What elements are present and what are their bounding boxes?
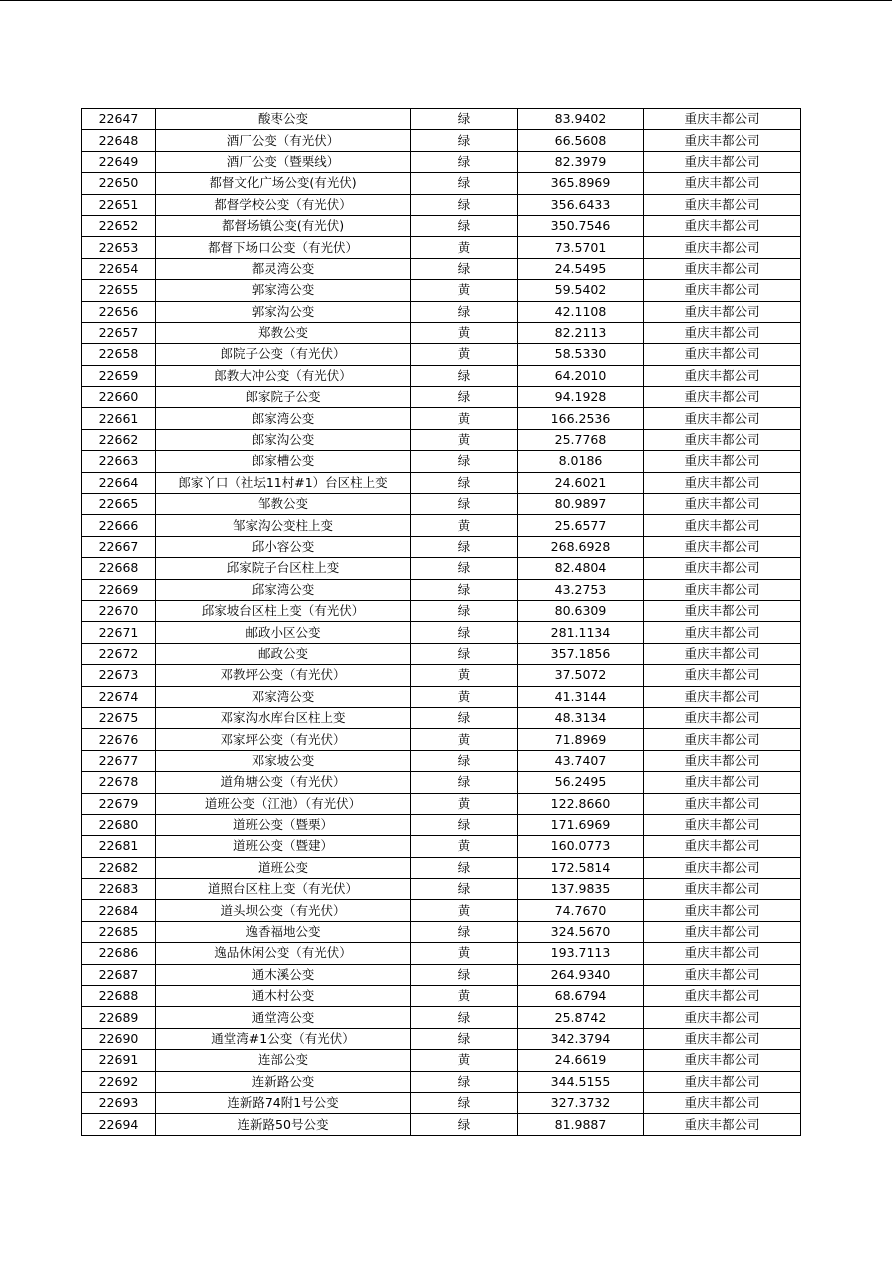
table-row (82, 686, 801, 707)
status-cell: 黄 (411, 900, 518, 921)
value-cell: 25.6577 (518, 515, 644, 536)
status-cell: 绿 (411, 194, 518, 215)
company-cell: 重庆丰都公司 (644, 322, 801, 343)
value-cell: 365.8969 (518, 173, 644, 194)
station-name-cell: 邮政公变 (156, 643, 411, 664)
station-name-cell: 郎家沟公变 (156, 429, 411, 450)
company-cell: 重庆丰都公司 (644, 943, 801, 964)
company-cell: 重庆丰都公司 (644, 686, 801, 707)
value-cell: 81.9887 (518, 1114, 644, 1135)
row-id-cell: 22647 (82, 109, 156, 130)
table-row (82, 1028, 801, 1049)
status-cell: 绿 (411, 109, 518, 130)
station-name-cell: 酒厂公变（暨栗线） (156, 151, 411, 172)
row-id-cell: 22684 (82, 900, 156, 921)
value-cell: 73.5701 (518, 237, 644, 258)
value-cell: 350.7546 (518, 215, 644, 236)
table-row (82, 943, 801, 964)
company-cell: 重庆丰都公司 (644, 1007, 801, 1028)
status-cell: 黄 (411, 515, 518, 536)
station-name-cell: 邓家坪公变（有光伏） (156, 729, 411, 750)
table-row (82, 515, 801, 536)
status-cell: 黄 (411, 665, 518, 686)
station-name-cell: 通堂湾公变 (156, 1007, 411, 1028)
company-cell: 重庆丰都公司 (644, 258, 801, 279)
row-id-cell: 22681 (82, 836, 156, 857)
table-row (82, 900, 801, 921)
table-row (82, 151, 801, 172)
station-name-cell: 通木溪公变 (156, 964, 411, 985)
station-name-cell: 郎家丫口（社坛11村#1）台区柱上变 (156, 472, 411, 493)
table-row (82, 814, 801, 835)
row-id-cell: 22672 (82, 643, 156, 664)
row-id-cell: 22654 (82, 258, 156, 279)
station-name-cell: 逸香福地公变 (156, 921, 411, 942)
company-cell: 重庆丰都公司 (644, 1050, 801, 1071)
station-name-cell: 郎院子公变（有光伏） (156, 344, 411, 365)
row-id-cell: 22662 (82, 429, 156, 450)
row-id-cell: 22682 (82, 857, 156, 878)
table-row (82, 622, 801, 643)
company-cell: 重庆丰都公司 (644, 451, 801, 472)
station-name-cell: 邓教坪公变（有光伏） (156, 665, 411, 686)
table-row (82, 1071, 801, 1092)
status-cell: 绿 (411, 814, 518, 835)
table-row (82, 793, 801, 814)
table-row (82, 986, 801, 1007)
station-name-cell: 郎家湾公变 (156, 408, 411, 429)
station-name-cell: 道角塘公变（有光伏） (156, 772, 411, 793)
status-cell: 黄 (411, 686, 518, 707)
station-name-cell: 通木村公变 (156, 986, 411, 1007)
station-name-cell: 郑教公变 (156, 322, 411, 343)
table-row (82, 1092, 801, 1113)
table-row (82, 964, 801, 985)
company-cell: 重庆丰都公司 (644, 986, 801, 1007)
table-row (82, 600, 801, 621)
table-row (82, 301, 801, 322)
station-name-cell: 郎家槽公变 (156, 451, 411, 472)
status-cell: 绿 (411, 258, 518, 279)
station-name-cell: 酸枣公变 (156, 109, 411, 130)
table-row (82, 130, 801, 151)
row-id-cell: 22648 (82, 130, 156, 151)
table-row (82, 921, 801, 942)
status-cell: 黄 (411, 408, 518, 429)
station-name-cell: 邹家沟公变柱上变 (156, 515, 411, 536)
company-cell: 重庆丰都公司 (644, 772, 801, 793)
row-id-cell: 22671 (82, 622, 156, 643)
row-id-cell: 22650 (82, 173, 156, 194)
status-cell: 黄 (411, 322, 518, 343)
status-cell: 黄 (411, 344, 518, 365)
company-cell: 重庆丰都公司 (644, 665, 801, 686)
company-cell: 重庆丰都公司 (644, 814, 801, 835)
status-cell: 绿 (411, 857, 518, 878)
station-name-cell: 邓家湾公变 (156, 686, 411, 707)
value-cell: 327.3732 (518, 1092, 644, 1113)
value-cell: 41.3144 (518, 686, 644, 707)
table-row (82, 194, 801, 215)
value-cell: 42.1108 (518, 301, 644, 322)
row-id-cell: 22683 (82, 879, 156, 900)
station-name-cell: 邮政小区公变 (156, 622, 411, 643)
company-cell: 重庆丰都公司 (644, 151, 801, 172)
row-id-cell: 22669 (82, 579, 156, 600)
row-id-cell: 22657 (82, 322, 156, 343)
value-cell: 56.2495 (518, 772, 644, 793)
row-id-cell: 22693 (82, 1092, 156, 1113)
table-row (82, 344, 801, 365)
value-cell: 24.5495 (518, 258, 644, 279)
status-cell: 绿 (411, 1114, 518, 1135)
station-name-cell: 邹教公变 (156, 494, 411, 515)
company-cell: 重庆丰都公司 (644, 301, 801, 322)
row-id-cell: 22659 (82, 365, 156, 386)
company-cell: 重庆丰都公司 (644, 344, 801, 365)
company-cell: 重庆丰都公司 (644, 579, 801, 600)
status-cell: 黄 (411, 1050, 518, 1071)
table-row (82, 408, 801, 429)
table-row (82, 109, 801, 130)
station-name-cell: 邓家沟水库台区柱上变 (156, 707, 411, 728)
row-id-cell: 22688 (82, 986, 156, 1007)
company-cell: 重庆丰都公司 (644, 1092, 801, 1113)
status-cell: 绿 (411, 558, 518, 579)
table-row (82, 322, 801, 343)
station-name-cell: 郎教大冲公变（有光伏） (156, 365, 411, 386)
row-id-cell: 22691 (82, 1050, 156, 1071)
status-cell: 绿 (411, 536, 518, 557)
value-cell: 64.2010 (518, 365, 644, 386)
value-cell: 281.1134 (518, 622, 644, 643)
station-name-cell: 道班公变（暨建） (156, 836, 411, 857)
status-cell: 绿 (411, 1028, 518, 1049)
value-cell: 80.6309 (518, 600, 644, 621)
row-id-cell: 22656 (82, 301, 156, 322)
table-row (82, 1114, 801, 1135)
value-cell: 324.5670 (518, 921, 644, 942)
company-cell: 重庆丰都公司 (644, 494, 801, 515)
status-cell: 绿 (411, 750, 518, 771)
company-cell: 重庆丰都公司 (644, 964, 801, 985)
status-cell: 绿 (411, 173, 518, 194)
table-row (82, 665, 801, 686)
table-row (82, 365, 801, 386)
row-id-cell: 22658 (82, 344, 156, 365)
company-cell: 重庆丰都公司 (644, 130, 801, 151)
table-body (82, 109, 801, 1136)
table-row (82, 879, 801, 900)
table-row (82, 429, 801, 450)
company-cell: 重庆丰都公司 (644, 622, 801, 643)
company-cell: 重庆丰都公司 (644, 472, 801, 493)
table-row (82, 772, 801, 793)
station-name-cell: 都督场镇公变(有光伏) (156, 215, 411, 236)
value-cell: 8.0186 (518, 451, 644, 472)
table-row (82, 215, 801, 236)
station-name-cell: 道照台区柱上变（有光伏） (156, 879, 411, 900)
station-name-cell: 邱家湾公变 (156, 579, 411, 600)
value-cell: 166.2536 (518, 408, 644, 429)
table-row (82, 494, 801, 515)
station-name-cell: 郭家沟公变 (156, 301, 411, 322)
status-cell: 黄 (411, 943, 518, 964)
station-name-cell: 道班公变（暨栗） (156, 814, 411, 835)
value-cell: 48.3134 (518, 707, 644, 728)
company-cell: 重庆丰都公司 (644, 1028, 801, 1049)
row-id-cell: 22660 (82, 387, 156, 408)
station-name-cell: 邱家坡台区柱上变（有光伏） (156, 600, 411, 621)
row-id-cell: 22677 (82, 750, 156, 771)
row-id-cell: 22666 (82, 515, 156, 536)
status-cell: 绿 (411, 600, 518, 621)
company-cell: 重庆丰都公司 (644, 515, 801, 536)
row-id-cell: 22651 (82, 194, 156, 215)
station-name-cell: 邱小容公变 (156, 536, 411, 557)
station-name-cell: 都灵湾公变 (156, 258, 411, 279)
company-cell: 重庆丰都公司 (644, 173, 801, 194)
company-cell: 重庆丰都公司 (644, 387, 801, 408)
value-cell: 68.6794 (518, 986, 644, 1007)
company-cell: 重庆丰都公司 (644, 707, 801, 728)
value-cell: 83.9402 (518, 109, 644, 130)
value-cell: 160.0773 (518, 836, 644, 857)
row-id-cell: 22694 (82, 1114, 156, 1135)
station-name-cell: 郎家院子公变 (156, 387, 411, 408)
row-id-cell: 22678 (82, 772, 156, 793)
value-cell: 59.5402 (518, 280, 644, 301)
row-id-cell: 22661 (82, 408, 156, 429)
value-cell: 172.5814 (518, 857, 644, 878)
station-name-cell: 邓家坡公变 (156, 750, 411, 771)
table-row (82, 173, 801, 194)
company-cell: 重庆丰都公司 (644, 900, 801, 921)
company-cell: 重庆丰都公司 (644, 408, 801, 429)
company-cell: 重庆丰都公司 (644, 729, 801, 750)
row-id-cell: 22685 (82, 921, 156, 942)
value-cell: 357.1856 (518, 643, 644, 664)
table-row (82, 558, 801, 579)
status-cell: 绿 (411, 130, 518, 151)
row-id-cell: 22653 (82, 237, 156, 258)
value-cell: 82.4804 (518, 558, 644, 579)
value-cell: 43.2753 (518, 579, 644, 600)
row-id-cell: 22686 (82, 943, 156, 964)
station-name-cell: 道头坝公变（有光伏） (156, 900, 411, 921)
value-cell: 58.5330 (518, 344, 644, 365)
value-cell: 94.1928 (518, 387, 644, 408)
status-cell: 绿 (411, 365, 518, 386)
table-row (82, 836, 801, 857)
row-id-cell: 22692 (82, 1071, 156, 1092)
status-cell: 绿 (411, 494, 518, 515)
status-cell: 绿 (411, 472, 518, 493)
status-cell: 黄 (411, 429, 518, 450)
row-id-cell: 22655 (82, 280, 156, 301)
status-cell: 黄 (411, 729, 518, 750)
station-name-cell: 道班公变（江池）（有光伏） (156, 793, 411, 814)
company-cell: 重庆丰都公司 (644, 643, 801, 664)
status-cell: 黄 (411, 836, 518, 857)
table-row (82, 472, 801, 493)
row-id-cell: 22675 (82, 707, 156, 728)
value-cell: 71.8969 (518, 729, 644, 750)
table-row (82, 387, 801, 408)
table-row (82, 750, 801, 771)
company-cell: 重庆丰都公司 (644, 365, 801, 386)
table-row (82, 857, 801, 878)
station-name-cell: 连新路50号公变 (156, 1114, 411, 1135)
capacity-table (81, 108, 801, 1136)
company-cell: 重庆丰都公司 (644, 429, 801, 450)
status-cell: 黄 (411, 793, 518, 814)
company-cell: 重庆丰都公司 (644, 600, 801, 621)
company-cell: 重庆丰都公司 (644, 558, 801, 579)
table-row (82, 536, 801, 557)
table-row (82, 258, 801, 279)
station-name-cell: 郭家湾公变 (156, 280, 411, 301)
status-cell: 黄 (411, 986, 518, 1007)
company-cell: 重庆丰都公司 (644, 1114, 801, 1135)
company-cell: 重庆丰都公司 (644, 194, 801, 215)
station-name-cell: 道班公变 (156, 857, 411, 878)
row-id-cell: 22668 (82, 558, 156, 579)
table-row (82, 1007, 801, 1028)
row-id-cell: 22676 (82, 729, 156, 750)
row-id-cell: 22649 (82, 151, 156, 172)
row-id-cell: 22679 (82, 793, 156, 814)
value-cell: 80.9897 (518, 494, 644, 515)
row-id-cell: 22652 (82, 215, 156, 236)
company-cell: 重庆丰都公司 (644, 921, 801, 942)
value-cell: 122.8660 (518, 793, 644, 814)
station-name-cell: 酒厂公变（有光伏） (156, 130, 411, 151)
status-cell: 绿 (411, 1071, 518, 1092)
status-cell: 绿 (411, 1007, 518, 1028)
company-cell: 重庆丰都公司 (644, 215, 801, 236)
status-cell: 绿 (411, 964, 518, 985)
value-cell: 193.7113 (518, 943, 644, 964)
value-cell: 43.7407 (518, 750, 644, 771)
value-cell: 66.5608 (518, 130, 644, 151)
status-cell: 绿 (411, 451, 518, 472)
company-cell: 重庆丰都公司 (644, 109, 801, 130)
row-id-cell: 22670 (82, 600, 156, 621)
row-id-cell: 22664 (82, 472, 156, 493)
table-row (82, 729, 801, 750)
station-name-cell: 都督下场口公变（有光伏） (156, 237, 411, 258)
status-cell: 绿 (411, 879, 518, 900)
status-cell: 绿 (411, 579, 518, 600)
station-name-cell: 连新路74附1号公变 (156, 1092, 411, 1113)
value-cell: 24.6021 (518, 472, 644, 493)
company-cell: 重庆丰都公司 (644, 836, 801, 857)
station-name-cell: 都督文化广场公变(有光伏) (156, 173, 411, 194)
row-id-cell: 22673 (82, 665, 156, 686)
table-row (82, 643, 801, 664)
company-cell: 重庆丰都公司 (644, 237, 801, 258)
station-name-cell: 连新路公变 (156, 1071, 411, 1092)
company-cell: 重庆丰都公司 (644, 536, 801, 557)
value-cell: 24.6619 (518, 1050, 644, 1071)
table-row (82, 1050, 801, 1071)
company-cell: 重庆丰都公司 (644, 750, 801, 771)
station-name-cell: 都督学校公变（有光伏） (156, 194, 411, 215)
table-row (82, 451, 801, 472)
table-row (82, 707, 801, 728)
status-cell: 绿 (411, 772, 518, 793)
value-cell: 171.6969 (518, 814, 644, 835)
row-id-cell: 22663 (82, 451, 156, 472)
status-cell: 黄 (411, 280, 518, 301)
value-cell: 264.9340 (518, 964, 644, 985)
table-row (82, 237, 801, 258)
status-cell: 黄 (411, 237, 518, 258)
page-top-rule (0, 0, 892, 1)
station-name-cell: 邱家院子台区柱上变 (156, 558, 411, 579)
status-cell: 绿 (411, 622, 518, 643)
value-cell: 342.3794 (518, 1028, 644, 1049)
company-cell: 重庆丰都公司 (644, 793, 801, 814)
status-cell: 绿 (411, 643, 518, 664)
value-cell: 82.3979 (518, 151, 644, 172)
row-id-cell: 22690 (82, 1028, 156, 1049)
row-id-cell: 22680 (82, 814, 156, 835)
row-id-cell: 22665 (82, 494, 156, 515)
value-cell: 37.5072 (518, 665, 644, 686)
value-cell: 137.9835 (518, 879, 644, 900)
company-cell: 重庆丰都公司 (644, 879, 801, 900)
value-cell: 344.5155 (518, 1071, 644, 1092)
status-cell: 绿 (411, 301, 518, 322)
station-name-cell: 连部公变 (156, 1050, 411, 1071)
value-cell: 25.8742 (518, 1007, 644, 1028)
value-cell: 356.6433 (518, 194, 644, 215)
company-cell: 重庆丰都公司 (644, 857, 801, 878)
value-cell: 74.7670 (518, 900, 644, 921)
row-id-cell: 22689 (82, 1007, 156, 1028)
status-cell: 绿 (411, 387, 518, 408)
status-cell: 绿 (411, 921, 518, 942)
status-cell: 绿 (411, 707, 518, 728)
status-cell: 绿 (411, 1092, 518, 1113)
row-id-cell: 22687 (82, 964, 156, 985)
company-cell: 重庆丰都公司 (644, 1071, 801, 1092)
status-cell: 绿 (411, 215, 518, 236)
status-cell: 绿 (411, 151, 518, 172)
value-cell: 82.2113 (518, 322, 644, 343)
row-id-cell: 22674 (82, 686, 156, 707)
row-id-cell: 22667 (82, 536, 156, 557)
value-cell: 268.6928 (518, 536, 644, 557)
value-cell: 25.7768 (518, 429, 644, 450)
station-name-cell: 逸品休闲公变（有光伏） (156, 943, 411, 964)
station-name-cell: 通堂湾#1公变（有光伏） (156, 1028, 411, 1049)
table-row (82, 579, 801, 600)
table-row (82, 280, 801, 301)
company-cell: 重庆丰都公司 (644, 280, 801, 301)
